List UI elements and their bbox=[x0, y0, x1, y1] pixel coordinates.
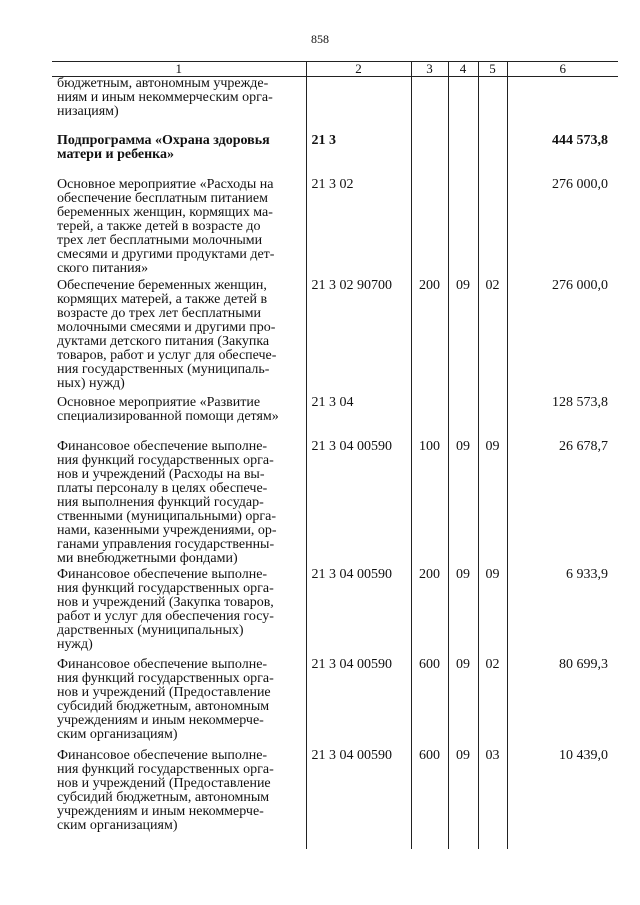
header-col-4: 4 bbox=[448, 62, 478, 77]
table-row bbox=[52, 749, 618, 849]
expense-type-cell: 100 bbox=[411, 440, 448, 568]
code-cell: 21 3 04 00590 bbox=[306, 658, 411, 749]
section-cell: 09 bbox=[448, 658, 478, 749]
code-cell: 21 3 02 90700 bbox=[306, 279, 411, 396]
subsection-cell bbox=[478, 396, 507, 440]
subsection-cell bbox=[478, 178, 507, 279]
description-cell: Финансовое обеспечение выполне- ния функций государственных орга- нов и учреждений (Предоставление субсидий бюджетным, автономным учреждениям и иным некоммерче- ским организациям) bbox=[57, 747, 274, 833]
description-cell: Финансовое обеспечение выполне- ния функций государственных орга- нов и учреждений (Предоставление субсидий бюджетным, автономным учреждениям и иным некоммерче- ским организациям) bbox=[57, 656, 274, 742]
amount-cell: 26 678,7 bbox=[507, 440, 618, 568]
subsection-cell: 09 bbox=[478, 568, 507, 658]
section-cell bbox=[448, 77, 478, 134]
description-cell: Основное мероприятие «Расходы на обеспечение бесплатным питанием беременных женщин, кормящих ма- терей, а также детей в возрасте до трех лет бесплатными молочными смесями и другими продуктами дет- ского питания» bbox=[57, 176, 275, 276]
table-row bbox=[52, 279, 618, 396]
table-row bbox=[52, 178, 618, 279]
subsection-cell: 02 bbox=[478, 279, 507, 396]
amount-cell: 6 933,9 bbox=[507, 568, 618, 658]
subsection-cell: 02 bbox=[478, 658, 507, 749]
table-header-row bbox=[52, 62, 618, 77]
section-cell bbox=[448, 134, 478, 178]
section-cell bbox=[448, 178, 478, 279]
amount-cell: 128 573,8 bbox=[507, 396, 618, 440]
table-row bbox=[52, 658, 618, 749]
code-cell bbox=[306, 77, 411, 134]
subsection-cell bbox=[478, 77, 507, 134]
subsection-cell: 03 bbox=[478, 749, 507, 849]
table-row bbox=[52, 77, 618, 134]
section-cell: 09 bbox=[448, 749, 478, 849]
expense-type-cell bbox=[411, 77, 448, 134]
page-number: 858 bbox=[311, 32, 329, 46]
code-cell: 21 3 04 bbox=[306, 396, 411, 440]
code-cell: 21 3 04 00590 bbox=[306, 440, 411, 568]
subsection-cell: 09 bbox=[478, 440, 507, 568]
table-row bbox=[52, 134, 618, 178]
description-cell: Обеспечение беременных женщин, кормящих матерей, а также детей в возрасте до трех лет бесплатными молочными смесями и другими про- дуктами детского питания (Закупка товаров, работ и услуг для обеспече- ния государственных (муниципаль- ных) нужд) bbox=[57, 277, 277, 391]
amount-cell: 80 699,3 bbox=[507, 658, 618, 749]
amount-cell: 10 439,0 bbox=[507, 749, 618, 849]
amount-cell bbox=[507, 77, 618, 134]
description-cell: бюджетным, автономным учрежде- ниям и иным некоммерческим орга- низациям) bbox=[57, 76, 273, 119]
section-cell: 09 bbox=[448, 279, 478, 396]
amount-cell: 444 573,8 bbox=[507, 134, 618, 178]
expense-type-cell bbox=[411, 396, 448, 440]
amount-cell: 276 000,0 bbox=[507, 178, 618, 279]
code-cell: 21 3 02 bbox=[306, 178, 411, 279]
expense-type-cell bbox=[411, 134, 448, 178]
expense-type-cell bbox=[411, 178, 448, 279]
description-cell: Основное мероприятие «Развитие специализированной помощи детям» bbox=[57, 394, 279, 424]
header-col-2: 2 bbox=[306, 62, 411, 77]
code-cell: 21 3 04 00590 bbox=[306, 749, 411, 849]
table-row bbox=[52, 440, 618, 568]
header-col-6: 6 bbox=[507, 62, 618, 77]
amount-cell: 276 000,0 bbox=[507, 279, 618, 396]
expense-type-cell: 600 bbox=[411, 658, 448, 749]
table-row bbox=[52, 396, 618, 440]
header-col-1: 1 bbox=[52, 62, 306, 77]
section-cell bbox=[448, 396, 478, 440]
subsection-cell bbox=[478, 134, 507, 178]
expense-type-cell: 200 bbox=[411, 568, 448, 658]
description-cell: Подпрограмма «Охрана здоровья матери и ребенка» bbox=[57, 132, 270, 162]
header-col-5: 5 bbox=[478, 62, 507, 77]
section-cell: 09 bbox=[448, 568, 478, 658]
section-cell: 09 bbox=[448, 440, 478, 568]
code-cell: 21 3 04 00590 bbox=[306, 568, 411, 658]
code-cell: 21 3 bbox=[306, 134, 411, 178]
budget-table bbox=[52, 61, 618, 849]
table-row bbox=[52, 568, 618, 658]
table-body bbox=[52, 77, 618, 849]
expense-type-cell: 200 bbox=[411, 279, 448, 396]
header-col-3: 3 bbox=[411, 62, 448, 77]
expense-type-cell: 600 bbox=[411, 749, 448, 849]
description-cell: Финансовое обеспечение выполне- ния функций государственных орга- нов и учреждений (Закупка товаров, работ и услуг для обеспечения госу- дарственных (муниципальных) нужд) bbox=[57, 566, 274, 652]
description-cell: Финансовое обеспечение выполне- ния функций государственных орга- нов и учреждений (Расходы на вы- платы персоналу в целях обеспече- ния выполнения функций государ- ственными (муниципальными) орга- нами, казенными учреждениями, ор- ганами управления государственны- ми внебюджетными фондами) bbox=[57, 438, 277, 566]
